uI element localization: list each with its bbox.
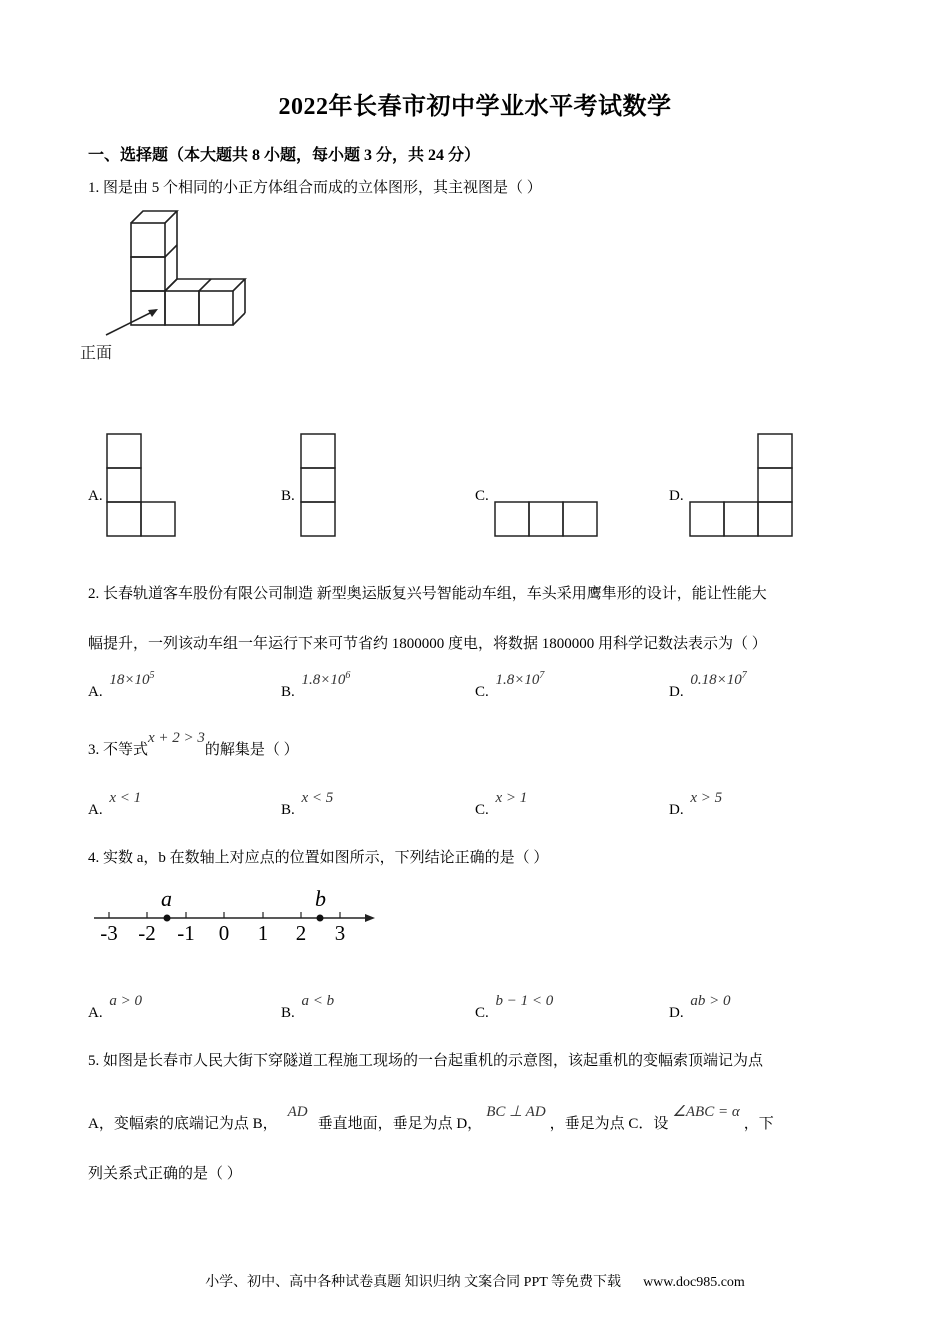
q4-option-c-expr: b − 1 < 0 xyxy=(495,993,554,1009)
q3-suffix: 的解集是（ ） xyxy=(204,742,299,758)
tick-label: 0 xyxy=(218,921,230,945)
q3-expression: x + 2 > 3 xyxy=(148,730,205,746)
point-b-dot xyxy=(317,915,324,922)
q5-text-c: ，垂足为点 C．设 xyxy=(549,1116,669,1132)
front-label: 正面 xyxy=(80,345,113,362)
question-1-text: 1. 图是由 5 个相同的小正方体组合而成的立体图形，其主视图是（ ） xyxy=(88,180,542,196)
q3-option-b-expr: x < 5 xyxy=(301,790,334,806)
q4-option-b-letter: B. xyxy=(281,1005,295,1021)
q1-option-d-label: D. xyxy=(669,488,684,504)
q2-option-a-base: 18×10 xyxy=(109,672,150,688)
q5-text-b: 垂直地面，垂足为点 D， xyxy=(317,1116,483,1132)
q1-option-b-label: B. xyxy=(281,488,295,504)
q1-option-c-figure[interactable] xyxy=(493,500,601,538)
q2-option-d-exp: 7 xyxy=(741,670,747,681)
q5-text-d: ，下 xyxy=(743,1116,774,1132)
q3-option-c[interactable] xyxy=(475,790,528,819)
tick-label: -3 xyxy=(100,921,118,945)
question-5-line-1: 5. 如图是长春市人民大街下穿隧道工程施工现场的一台起重机的示意图，该起重机的变幅索顶端记为点 xyxy=(88,1053,764,1069)
point-b-label: b xyxy=(315,886,326,911)
question-2-line-1: 2. 长春轨道客车股份有限公司制造 新型奥运版复兴号智能动车组，车头采用鹰隼形的设计，能让性能大 xyxy=(88,586,767,602)
question-5-line-3: 列关系式正确的是（ ） xyxy=(88,1166,242,1182)
q3-option-b[interactable] xyxy=(281,790,334,819)
q5-expr-bc-perp-ad: BC ⊥ AD xyxy=(486,1104,546,1120)
q3-option-a-expr: x < 1 xyxy=(109,790,142,806)
tick-label: 1 xyxy=(257,921,269,945)
q3-option-a[interactable] xyxy=(88,790,142,819)
q3-option-d[interactable] xyxy=(669,790,723,819)
tick-label: 3 xyxy=(334,921,346,945)
q1-option-b-figure[interactable] xyxy=(299,432,339,538)
footer-url[interactable]: www.doc985.com xyxy=(643,1275,745,1290)
question-2-line-2: 幅提升，一列该动车组一年运行下来可节省约 1800000 度电，将数据 1800000 用科学记数法表示为（ ） xyxy=(88,636,767,652)
q4-option-c[interactable] xyxy=(475,993,554,1022)
q2-option-b-exp: 6 xyxy=(345,670,351,681)
q4-option-d[interactable] xyxy=(669,993,731,1022)
q2-option-c-letter: C. xyxy=(475,684,489,700)
q1-option-a-figure[interactable] xyxy=(105,432,179,538)
footer-text: 小学、初中、高中各种试卷真题 知识归纳 文案合同 PPT 等免费下载 xyxy=(205,1275,622,1290)
question-4-text: 4. 实数 a，b 在数轴上对应点的位置如图所示，下列结论正确的是（ ） xyxy=(88,850,549,866)
q5-expr-angle: ∠ABC = α xyxy=(672,1104,740,1120)
q2-option-b-letter: B. xyxy=(281,684,295,700)
q1-option-c-label: C. xyxy=(475,488,489,504)
q5-text-a: A，变幅索的底端记为点 B， xyxy=(88,1116,278,1132)
question-3-text xyxy=(88,730,299,760)
q3-option-a-letter: A. xyxy=(88,802,103,818)
q4-option-d-letter: D. xyxy=(669,1005,684,1021)
point-a-dot xyxy=(164,915,171,922)
q4-option-b[interactable] xyxy=(281,993,335,1022)
tick-label: -2 xyxy=(138,921,156,945)
q4-option-a[interactable] xyxy=(88,993,142,1022)
q3-option-c-letter: C. xyxy=(475,802,489,818)
page-title: 2022年长春市初中学业水平考试数学 xyxy=(278,94,672,120)
q2-option-a-letter: A. xyxy=(88,684,103,700)
number-line-arrow-icon xyxy=(365,914,375,922)
tick-label: 2 xyxy=(295,921,307,945)
q3-prefix: 3. 不等式 xyxy=(88,742,149,758)
q4-option-c-letter: C. xyxy=(475,1005,489,1021)
q2-option-d-base: 0.18×10 xyxy=(690,672,742,688)
q2-option-a-exp: 5 xyxy=(149,670,155,681)
q2-option-c-base: 1.8×10 xyxy=(495,672,540,688)
q3-option-d-letter: D. xyxy=(669,802,684,818)
q2-option-b-base: 1.8×10 xyxy=(301,672,346,688)
section-heading: 一、选择题（本大题共 8 小题，每小题 3 分，共 24 分） xyxy=(88,147,481,164)
q4-option-a-letter: A. xyxy=(88,1005,103,1021)
q2-option-d-letter: D. xyxy=(669,684,684,700)
question-5-line-2 xyxy=(88,1104,774,1134)
q4-option-b-expr: a < b xyxy=(301,993,335,1009)
tick-label: -1 xyxy=(177,921,195,945)
q3-option-d-expr: x > 5 xyxy=(690,790,723,806)
q3-option-c-expr: x > 1 xyxy=(495,790,528,806)
q4-option-d-expr: ab > 0 xyxy=(690,993,731,1009)
cube-figure xyxy=(76,205,256,370)
page-footer xyxy=(0,1271,950,1291)
q3-option-b-letter: B. xyxy=(281,802,295,818)
q5-expr-ad: AD xyxy=(287,1104,308,1120)
q1-option-a-label: A. xyxy=(88,488,103,504)
q1-option-d-figure[interactable] xyxy=(688,432,796,538)
q2-option-c-exp: 7 xyxy=(539,670,545,681)
point-a-label: a xyxy=(161,886,172,911)
q4-option-a-expr: a > 0 xyxy=(109,993,142,1009)
number-line xyxy=(90,884,380,948)
